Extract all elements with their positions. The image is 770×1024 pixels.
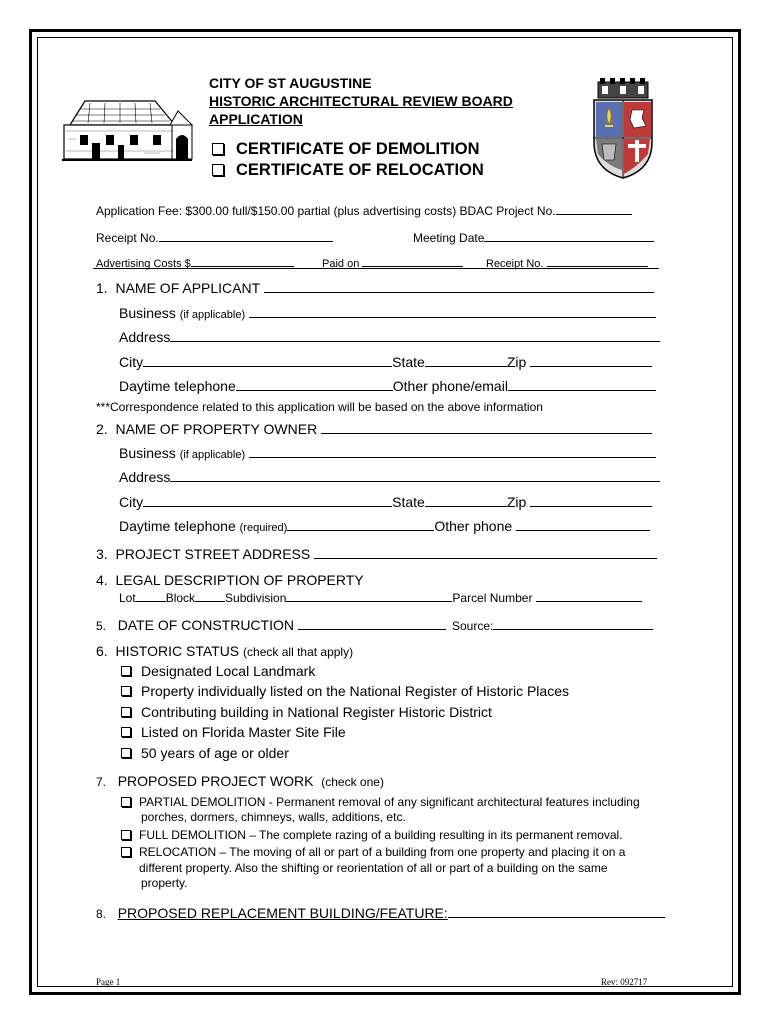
city-seal-coat-of-arms (588, 78, 658, 180)
cert-demolition-checkbox[interactable] (212, 143, 224, 155)
s1-address-row (119, 327, 660, 345)
relocation-checkbox[interactable] (121, 847, 131, 857)
owner-name-field[interactable] (321, 419, 652, 434)
s4-number: 4. (96, 572, 108, 588)
historic-house-illustration (60, 95, 195, 165)
status-checkbox[interactable] (121, 707, 131, 717)
header-city: CITY OF ST AUGUSTINE (209, 75, 372, 91)
s2-daytime-label: Daytime telephone (119, 518, 236, 534)
advertising-costs-field[interactable] (191, 254, 294, 267)
s5-heading (96, 615, 446, 633)
receipt-no2-field[interactable] (547, 254, 648, 267)
street-address-field[interactable] (314, 544, 657, 559)
parcel-number-field[interactable] (536, 589, 642, 602)
advertising-costs-label: Advertising Costs $ (96, 258, 191, 270)
status-checkbox[interactable] (121, 727, 131, 737)
relocation-text-1: RELOCATION – The moving of all or part of a building from one property and placing it on a (139, 845, 626, 859)
s2-address-label: Address (119, 469, 171, 485)
s7-number: 7. (96, 775, 107, 789)
s1-state-field[interactable] (425, 352, 507, 367)
s2-business-field[interactable] (249, 443, 656, 458)
s1-business-label: Business (119, 305, 176, 321)
cert-relocation-option[interactable] (212, 161, 484, 180)
status-option[interactable] (121, 745, 289, 761)
date-of-construction-field[interactable] (298, 615, 446, 630)
s6-heading (96, 643, 353, 659)
status-option[interactable] (121, 683, 569, 699)
full-demolition-text: FULL DEMOLITION – The complete razing of a building resulting in its permanent removal. (139, 828, 623, 842)
s1-address-field[interactable] (170, 327, 660, 342)
s5-source-label: Source: (452, 619, 494, 633)
cert-demolition-label: CERTIFICATE OF DEMOLITION (236, 140, 480, 158)
bdac-project-no-field[interactable] (556, 200, 632, 215)
s1-business-field[interactable] (249, 303, 656, 318)
s2-state-field[interactable] (425, 492, 507, 507)
s1-daytime-field[interactable] (236, 376, 393, 391)
s2-heading (96, 419, 652, 437)
meeting-date-field[interactable] (484, 227, 654, 242)
s2-business-row (119, 443, 656, 461)
s2-other-field[interactable] (516, 516, 650, 531)
correspondence-note: ***Correspondence related to this application will be based on the above information (96, 400, 543, 414)
partial-demolition-text-1: PARTIAL DEMOLITION - Permanent removal of any significant architectural features including (139, 795, 640, 809)
s4-block-label: Block (165, 591, 196, 605)
receipt-no-label: Receipt No. (96, 231, 159, 245)
s4-parcel-label: Parcel Number (452, 591, 533, 605)
s8-title: PROPOSED REPLACEMENT BUILDING/FEATURE: (117, 905, 448, 921)
meeting-date-row (413, 227, 654, 245)
s1-phone-row (119, 376, 656, 394)
receipt-no2-label: Receipt No. (486, 258, 544, 270)
s6-number: 6. (96, 643, 108, 659)
status-option[interactable] (121, 663, 315, 679)
s3-title: PROJECT STREET ADDRESS (115, 546, 311, 562)
s2-city-label: City (119, 494, 144, 510)
application-fee-label: Application Fee: $300.00 full/$150.00 partial (plus advertising costs) BDAC Project No. (96, 204, 556, 218)
status-option-label: Contributing building in National Register Historic District (141, 704, 492, 720)
s3-heading (96, 544, 657, 562)
block-field[interactable] (195, 589, 225, 602)
paid-on-field[interactable] (362, 254, 463, 267)
s2-other-label: Other phone (434, 518, 513, 534)
s5-title: DATE OF CONSTRUCTION (117, 617, 294, 633)
header-board: HISTORIC ARCHITECTURAL REVIEW BOARD (209, 93, 513, 109)
relocation-text-3: property. (141, 876, 188, 890)
s2-business-label: Business (119, 445, 176, 461)
status-option-label: Listed on Florida Master Site File (141, 724, 346, 740)
header-application: APPLICATION (209, 111, 303, 127)
s8-heading (96, 903, 665, 921)
s8-number: 8. (96, 907, 107, 921)
full-demolition-checkbox[interactable] (121, 830, 131, 840)
status-option[interactable] (121, 704, 492, 720)
s3-number: 3. (96, 546, 108, 562)
meeting-date-label: Meeting Date (413, 231, 485, 245)
s1-city-row (119, 352, 652, 370)
cert-relocation-checkbox[interactable] (212, 164, 224, 176)
status-checkbox[interactable] (121, 748, 131, 758)
lot-field[interactable] (136, 589, 166, 602)
status-option-label: 50 years of age or older (141, 745, 289, 761)
s4-legal-row (119, 589, 642, 605)
page-number: Page 1 (96, 977, 121, 987)
s2-number: 2. (96, 421, 108, 437)
s2-address-field[interactable] (170, 467, 660, 482)
s1-state-label: State (392, 354, 425, 370)
s2-if-applicable: (if applicable) (179, 449, 246, 461)
status-checkbox[interactable] (121, 686, 131, 696)
s2-city-field[interactable] (143, 492, 392, 507)
work-option-relocation[interactable] (121, 845, 625, 859)
s1-heading (96, 278, 654, 296)
s1-number: 1. (96, 280, 108, 296)
source-field[interactable] (493, 617, 653, 630)
work-option-full[interactable] (121, 828, 623, 842)
s2-zip-field[interactable] (530, 492, 652, 507)
s6-hint: (check all that apply) (243, 645, 354, 659)
s1-business-row (119, 303, 656, 321)
applicant-name-field[interactable] (264, 278, 654, 293)
s4-title: LEGAL DESCRIPTION OF PROPERTY (115, 572, 364, 588)
s1-daytime-label: Daytime telephone (119, 378, 236, 394)
s1-title: NAME OF APPLICANT (115, 280, 260, 296)
receipt-no-field[interactable] (159, 227, 333, 242)
s1-if-applicable: (if applicable) (179, 309, 246, 321)
s2-daytime-field[interactable] (287, 516, 434, 531)
paid-on-label: Paid on (322, 258, 360, 270)
s5-source-row (452, 617, 653, 633)
s1-city-label: City (119, 354, 144, 370)
s5-number: 5. (96, 619, 107, 633)
status-checkbox[interactable] (121, 666, 131, 676)
s6-title: HISTORIC STATUS (115, 643, 240, 659)
subdivision-field[interactable] (286, 589, 452, 602)
s7-title: PROPOSED PROJECT WORK (117, 773, 314, 789)
s4-subdivision-label: Subdivision (225, 591, 287, 605)
status-option[interactable] (121, 724, 346, 740)
cert-demolition-option[interactable] (212, 140, 480, 159)
s2-required: (required) (239, 522, 288, 534)
partial-demolition-checkbox[interactable] (121, 797, 131, 807)
s1-city-field[interactable] (143, 352, 392, 367)
s2-city-row (119, 492, 652, 510)
fee-divider (93, 268, 659, 269)
work-option-partial[interactable] (121, 795, 640, 809)
s4-heading (96, 572, 364, 588)
s1-address-label: Address (119, 329, 171, 345)
status-option-label: Property individually listed on the National Register of Historic Places (141, 683, 569, 699)
status-option-label: Designated Local Landmark (141, 663, 316, 679)
s1-other-label: Other phone/email (392, 378, 508, 394)
s7-hint: (check one) (321, 775, 384, 789)
s2-state-label: State (392, 494, 425, 510)
cert-relocation-label: CERTIFICATE OF RELOCATION (236, 161, 484, 179)
s2-address-row (119, 467, 660, 485)
s4-lot-label: Lot (119, 591, 136, 605)
application-fee-row (96, 200, 632, 218)
relocation-text-2: different property. Also the shifting or reorientation of all or part of a building on the same (139, 861, 608, 875)
s1-zip-field[interactable] (530, 352, 652, 367)
revision-code: Rev: 092717 (601, 977, 648, 987)
s1-zip-label: Zip (506, 354, 527, 370)
s2-title: NAME OF PROPERTY OWNER (115, 421, 318, 437)
s2-phone-row (119, 516, 650, 534)
replacement-building-field[interactable] (448, 903, 665, 918)
receipt-row (96, 227, 333, 245)
s7-heading (96, 773, 384, 789)
partial-demolition-text-2: porches, dormers, chimneys, walls, additions, etc. (141, 810, 406, 824)
s1-other-field[interactable] (508, 376, 656, 391)
s2-zip-label: Zip (506, 494, 527, 510)
